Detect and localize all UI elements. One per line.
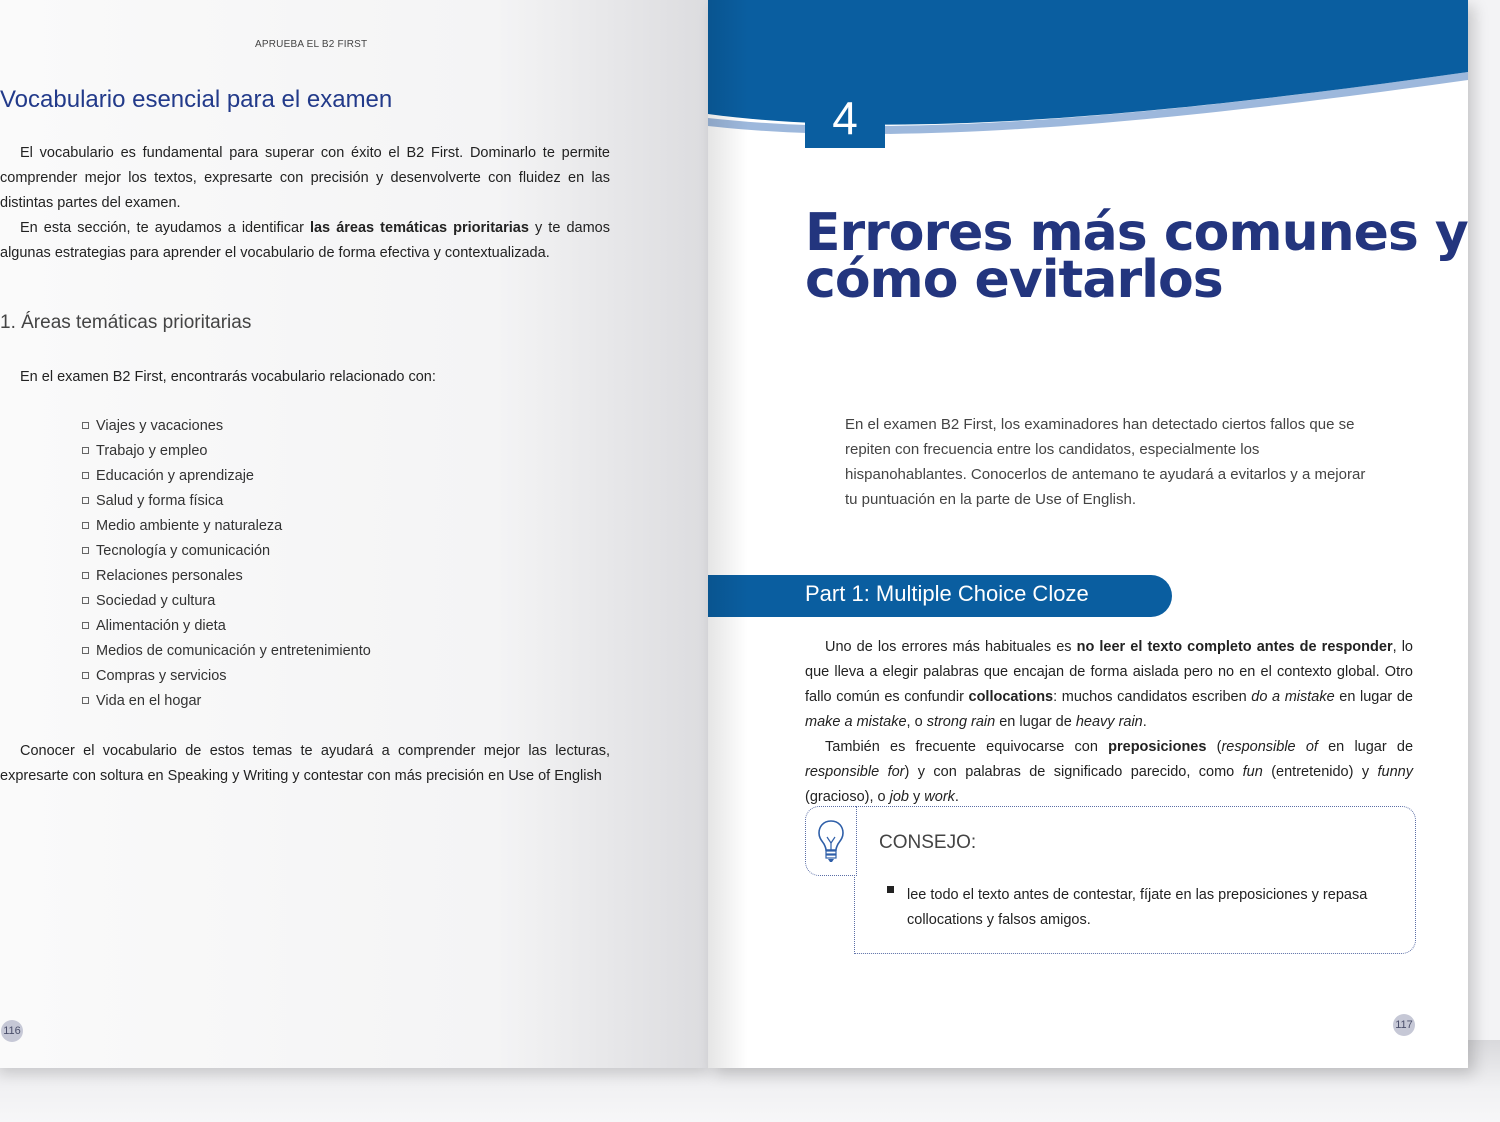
page-number: 117 (1393, 1014, 1415, 1036)
part-heading: Part 1: Multiple Choice Cloze (805, 581, 1089, 606)
list-item: Relaciones personales (82, 564, 371, 589)
bullet-square-icon (82, 672, 89, 679)
running-head: APRUEBA EL B2 FIRST (255, 39, 368, 50)
body-paragraph: Uno de los errores más habituales es no leer el texto completo antes de responder, lo que lleva a elegir palabras que encajan de forma aislada pero no en el contexto global. Otro fallo común es confundir collocations: muchos candidatos escriben do a mistake en lugar de make a mistake, o strong rain en lugar de heavy rain. (805, 639, 1413, 730)
bullet-square-icon (82, 472, 89, 479)
bullet-square-icon (82, 622, 89, 629)
chapter-number-badge: 4 (805, 88, 885, 148)
bullet-square-icon (82, 547, 89, 554)
tip-box (854, 806, 1416, 954)
bullet-square-icon (82, 697, 89, 704)
chapter-title: Errores más comunes y cómo evitarlos (805, 203, 1468, 310)
intro-paragraph: El vocabulario es fundamental para superar con éxito el B2 First. Dominarlo te permite comprender mejor los textos, expresarte con precisión y desenvolverte con fluidez en las distintas partes del examen. (0, 145, 610, 211)
list-intro: En el examen B2 First, encontrarás vocabulario relacionado con: (20, 369, 436, 385)
list-item: Vida en el hogar (82, 689, 371, 714)
bullet-square-icon (82, 572, 89, 579)
list-item: Educación y aprendizaje (82, 464, 371, 489)
bullet-square-icon (887, 886, 894, 893)
list-item: Alimentación y dieta (82, 614, 371, 639)
page-number: 116 (1, 1020, 23, 1042)
bullet-square-icon (82, 597, 89, 604)
list-item: Sociedad y cultura (82, 589, 371, 614)
bullet-square-icon (82, 647, 89, 654)
topic-list (82, 414, 371, 714)
list-item: Trabajo y empleo (82, 439, 371, 464)
tip-text: lee todo el texto antes de contestar, fíjate en las preposiciones y repasa collocations y falsos amigos. (907, 887, 1368, 928)
section-heading: 1. Áreas temáticas prioritarias (0, 312, 252, 333)
lightbulb-icon (806, 807, 856, 875)
bullet-square-icon (82, 497, 89, 504)
list-item: Viajes y vacaciones (82, 414, 371, 439)
tip-title: CONSEJO: (879, 832, 977, 853)
gutter-shadow (708, 0, 748, 1068)
section-paragraph: En esta sección, te ayudamos a identificar las áreas temáticas prioritarias y te damos algunas estrategias para aprender el vocabulario de forma efectiva y contextualizada. (0, 220, 610, 261)
page-title: Vocabulario esencial para el examen (0, 86, 393, 113)
bullet-square-icon (82, 522, 89, 529)
list-item: Medios de comunicación y entretenimiento (82, 639, 371, 664)
closing-paragraph: Conocer el vocabulario de estos temas te ayudará a comprender mejor las lecturas, expresarte con soltura en Speaking y Writing y contestar con más precisión en Use of English (0, 743, 610, 784)
chapter-intro: En el examen B2 First, los examinadores han detectado ciertos fallos que se repiten con frecuencia entre los candidatos, especialmente los hispanohablantes. Conocerlos de antemano te ayudará a evitarlos y a mejorar tu puntuación en la parte de Use of English. (845, 416, 1366, 508)
part-heading-banner (708, 575, 1172, 617)
right-page (708, 0, 1468, 1068)
list-item: Tecnología y comunicación (82, 539, 371, 564)
list-item: Salud y forma física (82, 489, 371, 514)
tip-icon-box (805, 806, 857, 876)
bullet-square-icon (82, 447, 89, 454)
body-paragraph: También es frecuente equivocarse con preposiciones (responsible of en lugar de responsible for) y con palabras de significado parecido, como fun (entretenido) y funny (gracioso), o job y work. (805, 739, 1414, 805)
bullet-square-icon (82, 422, 89, 429)
left-page (0, 0, 708, 1068)
list-item: Compras y servicios (82, 664, 371, 689)
list-item: Medio ambiente y naturaleza (82, 514, 371, 539)
